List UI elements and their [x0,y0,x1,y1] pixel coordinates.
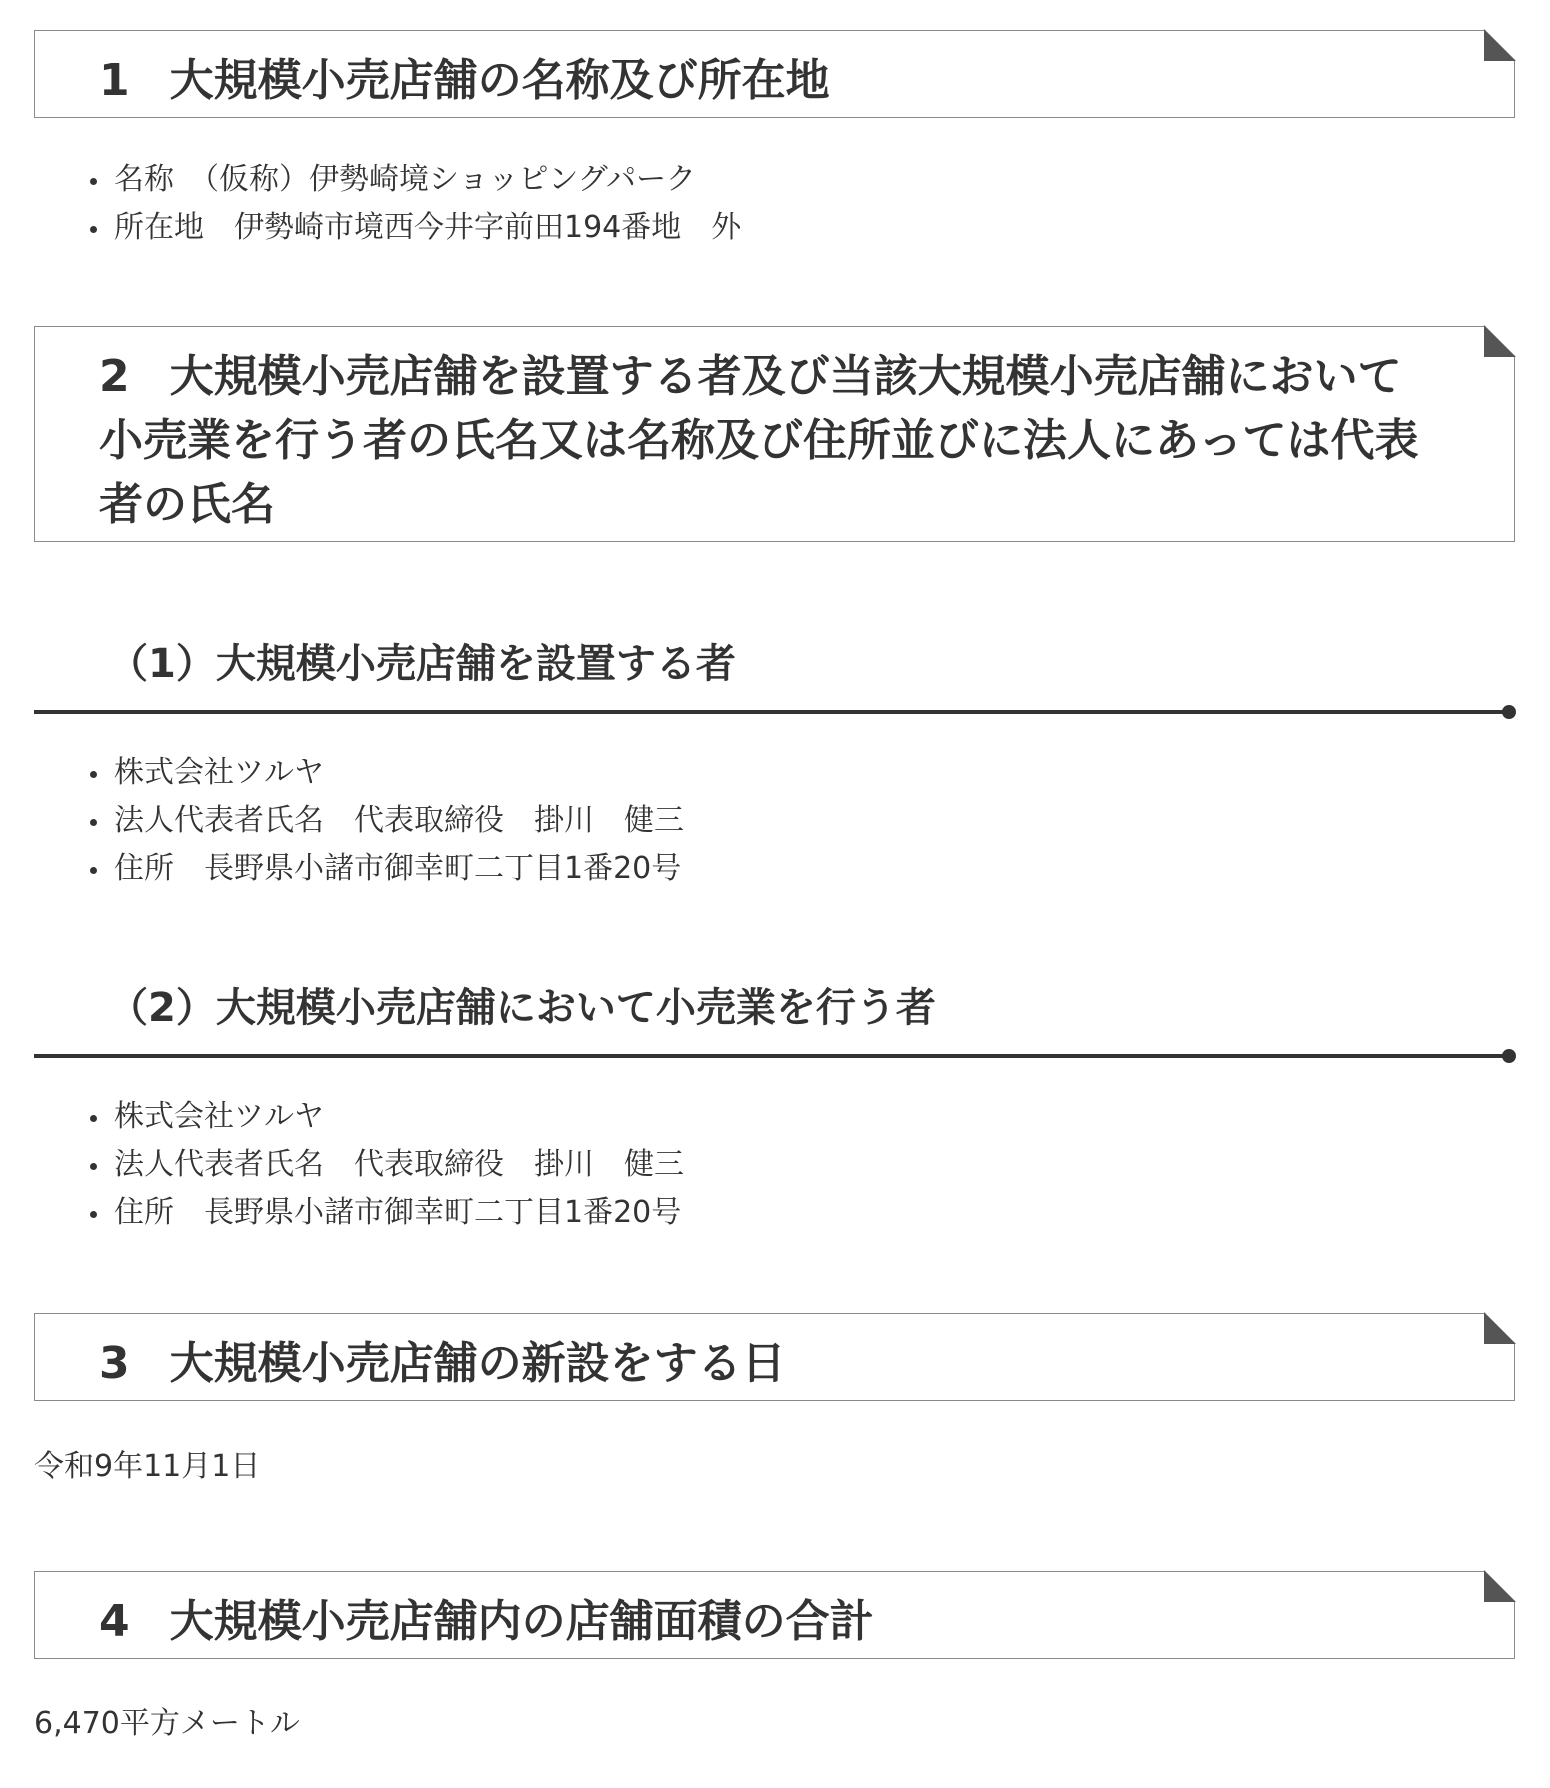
opening-date: 令和9年11月1日 [34,1449,261,1484]
section-4-heading [34,1571,1515,1659]
subsection-2-heading [34,980,1510,1036]
section-2-title: 大規模小売店舗を設置する者及び当該大規模小売店舗において小売業を行う者の氏名又は名称及び住所並びに法人にあっては代表者の氏名 [99,351,1419,530]
list-item: 住所 長野県小諸市御幸町二丁目1番20号 [78,845,684,893]
subsection-1-title: （1）大規模小売店舗を設置する者 [108,641,736,687]
list-item: 所在地 伊勢崎市境西今井字前田194番地 外 [78,204,741,252]
list-item: 法人代表者氏名 代表取締役 掛川 健三 [78,1141,684,1189]
folded-corner-icon [1484,1570,1516,1602]
heading-underline [34,1054,1510,1058]
list-item: 株式会社ツルヤ [78,1093,684,1141]
section-3-number: 3 [99,1338,130,1389]
heading-underline [34,710,1510,714]
section-3-heading [34,1313,1515,1401]
underline-dot [1502,705,1516,719]
section-4-title: 大規模小売店舗内の店舗面積の合計 [169,1596,874,1647]
list-item: 法人代表者氏名 代表取締役 掛川 健三 [78,797,684,845]
section-4-number: 4 [99,1596,130,1647]
section-1-title: 大規模小売店舗の名称及び所在地 [169,55,830,106]
subsection-2-title: （2）大規模小売店舗において小売業を行う者 [108,985,936,1031]
list-item: 住所 長野県小諸市御幸町二丁目1番20号 [78,1189,684,1237]
section-1-number: 1 [99,55,130,106]
section-2-number: 2 [99,351,130,402]
list-item: 株式会社ツルヤ [78,749,684,797]
folded-corner-icon [1484,325,1516,357]
section-2-heading [34,326,1515,542]
subsection-1-heading [34,636,1510,692]
underline-dot [1502,1049,1516,1063]
section-1-heading [34,30,1515,118]
folded-corner-icon [1484,1312,1516,1344]
section-3-title: 大規模小売店舗の新設をする日 [169,1338,786,1389]
folded-corner-icon [1484,29,1516,61]
floor-area-total: 6,470平方メートル [34,1706,300,1741]
list-item: 名称 （仮称）伊勢崎境ショッピングパーク [78,156,741,204]
subsection-2-list [78,1093,684,1237]
section-1-list [78,156,741,252]
subsection-1-list [78,749,684,893]
